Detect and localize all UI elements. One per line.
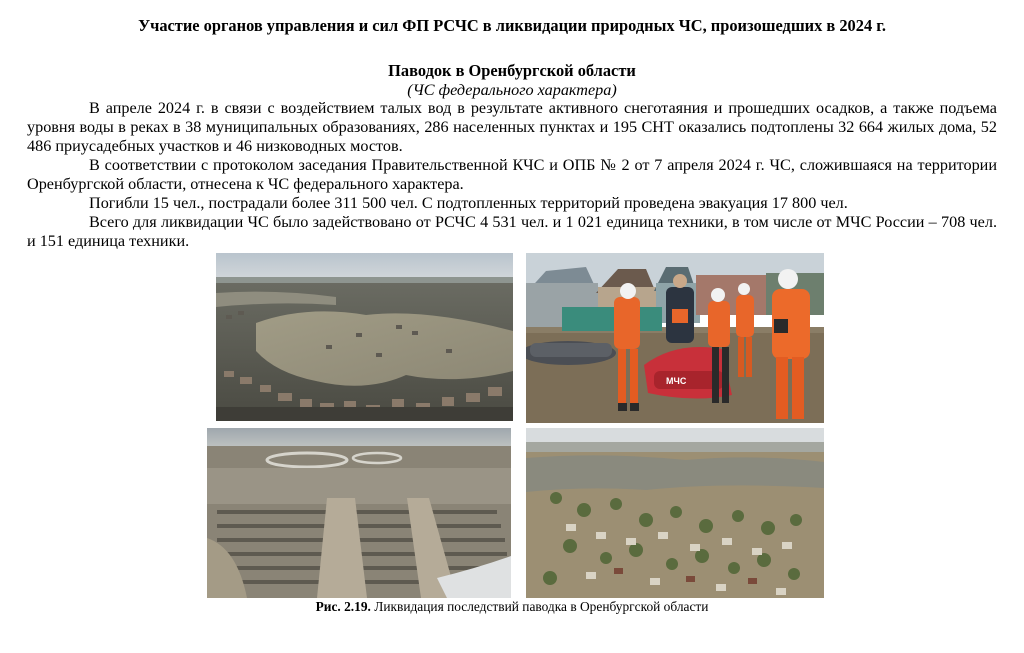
paragraph: В соответствии с протоколом заседания Правительственной КЧС и ОПБ № 2 от 7 апреля 2024 г. ЧС, сложившаяся на территории Оренбургской области, отнесена к ЧС федерального характера. — [27, 156, 997, 193]
paragraph: Погибли 15 чел., пострадали более 311 500 чел. С подтопленных территорий проведена эвакуация 17 800 чел. — [89, 194, 848, 212]
paragraph: В апреле 2024 г. в связи с воздействием талых вод в результате активного снеготаяния и прошедших осадков, а также подъема уровня воды в реках в 38 муниципальных образованиях, 286 населенных пунктах и 195 СНТ оказались подтоплены 32 664 жилых дома, 52 486 приусадебных участков и 46 низководных мостов. — [27, 99, 997, 155]
document-title: Участие органов управления и сил ФП РСЧС в ликвидации природных ЧС, произошедших в 2024 г. — [138, 16, 886, 35]
boat-label: МЧС — [666, 376, 687, 386]
photo-aerial-flood-town — [216, 253, 513, 421]
photo-aerial-flood-wide — [207, 428, 511, 598]
paragraph: Всего для ликвидации ЧС было задействовано от РСЧС 4 531 чел. и 1 021 единица техники, в том числе от МЧС России – 708 чел. и 151 единица техники. — [27, 213, 997, 250]
figure-caption-text: Ликвидация последствий паводка в Оренбургской области — [374, 599, 709, 614]
section-subtitle: (ЧС федерального характера) — [407, 81, 617, 99]
figure-caption-label: Рис. 2.19. — [315, 599, 371, 614]
section-title: Паводок в Оренбургской области — [388, 61, 636, 80]
photo-rescuers-boat — [526, 253, 824, 423]
figure-caption — [0, 598, 1024, 616]
photo-aerial-flood-village — [526, 428, 824, 598]
body-text — [27, 99, 997, 251]
